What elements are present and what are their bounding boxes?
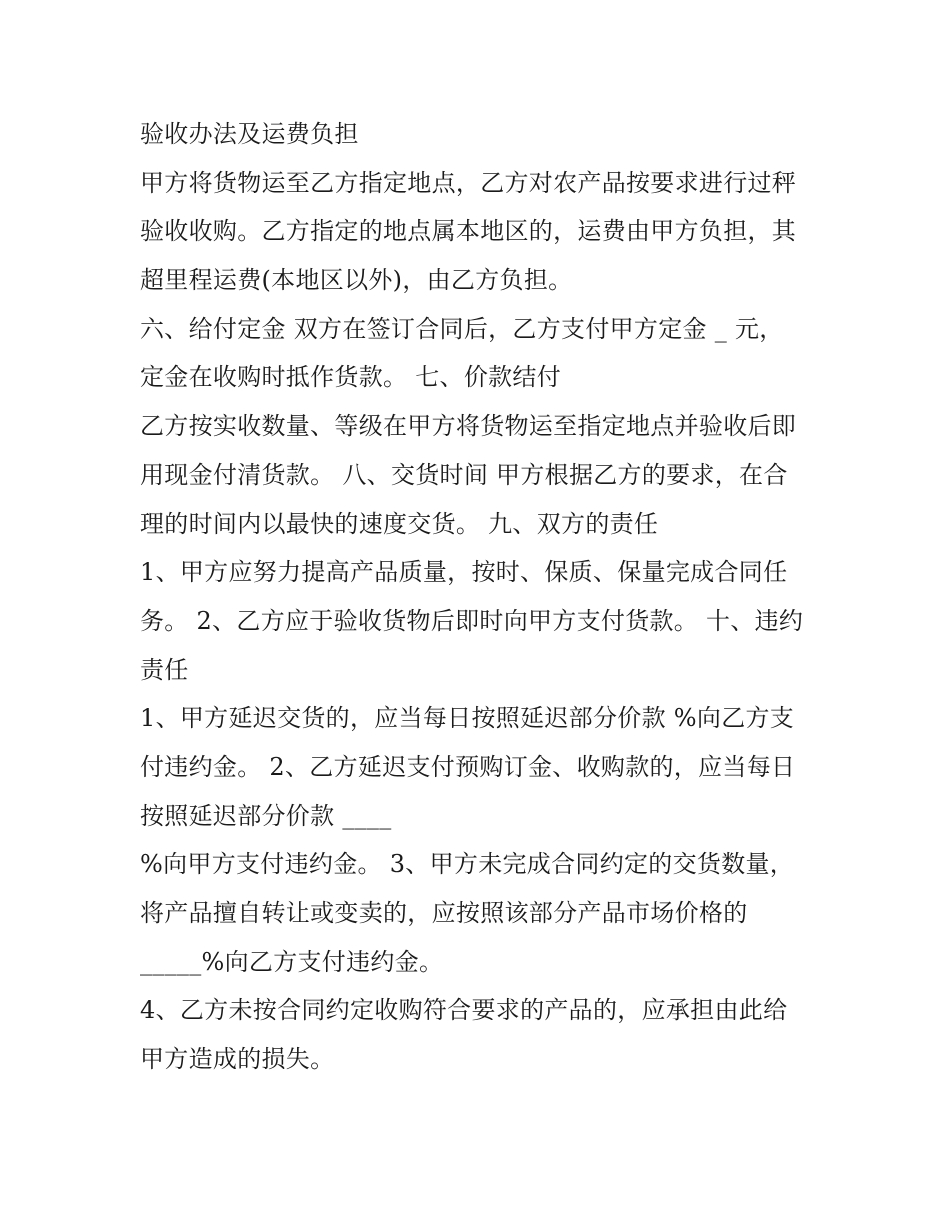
text-line: 验收办法及运费负担 — [140, 120, 359, 148]
text-line: 甲方将货物运至乙方指定地点，乙方对农产品按要求进行过秤 — [140, 168, 797, 197]
text-line: %向甲方支付违约金。 3、甲方未完成合同约定的交货数量， — [140, 850, 795, 879]
text-line: 1、甲方应努力提高产品质量，按时、保质、保量完成合同任 — [140, 558, 788, 587]
text-line: 乙方按实收数量、等级在甲方将货物运至指定地点并验收后即 — [140, 412, 797, 441]
text-line: 付违约金。 2、乙方延迟支付预购订金、收购款的，应当每日 — [140, 752, 796, 781]
text-line: 定金在收购时抵作货款。 七、价款结付 — [140, 363, 562, 392]
text-line: 将产品擅自转让或变卖的，应按照该部分产品市场价格的 — [140, 899, 748, 927]
text-line: 验收收购。乙方指定的地点属本地区的，运费由甲方负担，其 — [140, 217, 797, 246]
text-line: 理的时间内以最快的速度交货。 九、双方的责任 — [140, 509, 659, 538]
text-line: 六、给付定金 双方在签订合同后，乙方支付甲方定金 _ 元， — [140, 314, 784, 343]
text-line: 务。 2、乙方应于验收货物后即时向甲方支付货款。 十、违约 — [140, 606, 804, 635]
text-line: 用现金付清货款。 八、交货时间 甲方根据乙方的要求，在合 — [140, 460, 788, 489]
text-line: 责任 — [140, 655, 189, 684]
text-line: _____%向乙方支付违约金。 — [140, 947, 444, 976]
text-line: 4、乙方未按合同约定收购符合要求的产品的，应承担由此给 — [140, 996, 788, 1025]
text-line: 1、甲方延迟交货的，应当每日按照延迟部分价款 %向乙方支 — [140, 704, 795, 733]
text-line: 按照延迟部分价款 ____ — [140, 801, 392, 830]
text-line: 甲方造成的损失。 — [140, 1045, 335, 1074]
text-line: 超里程运费(本地区以外)，由乙方负担。 — [140, 266, 573, 295]
